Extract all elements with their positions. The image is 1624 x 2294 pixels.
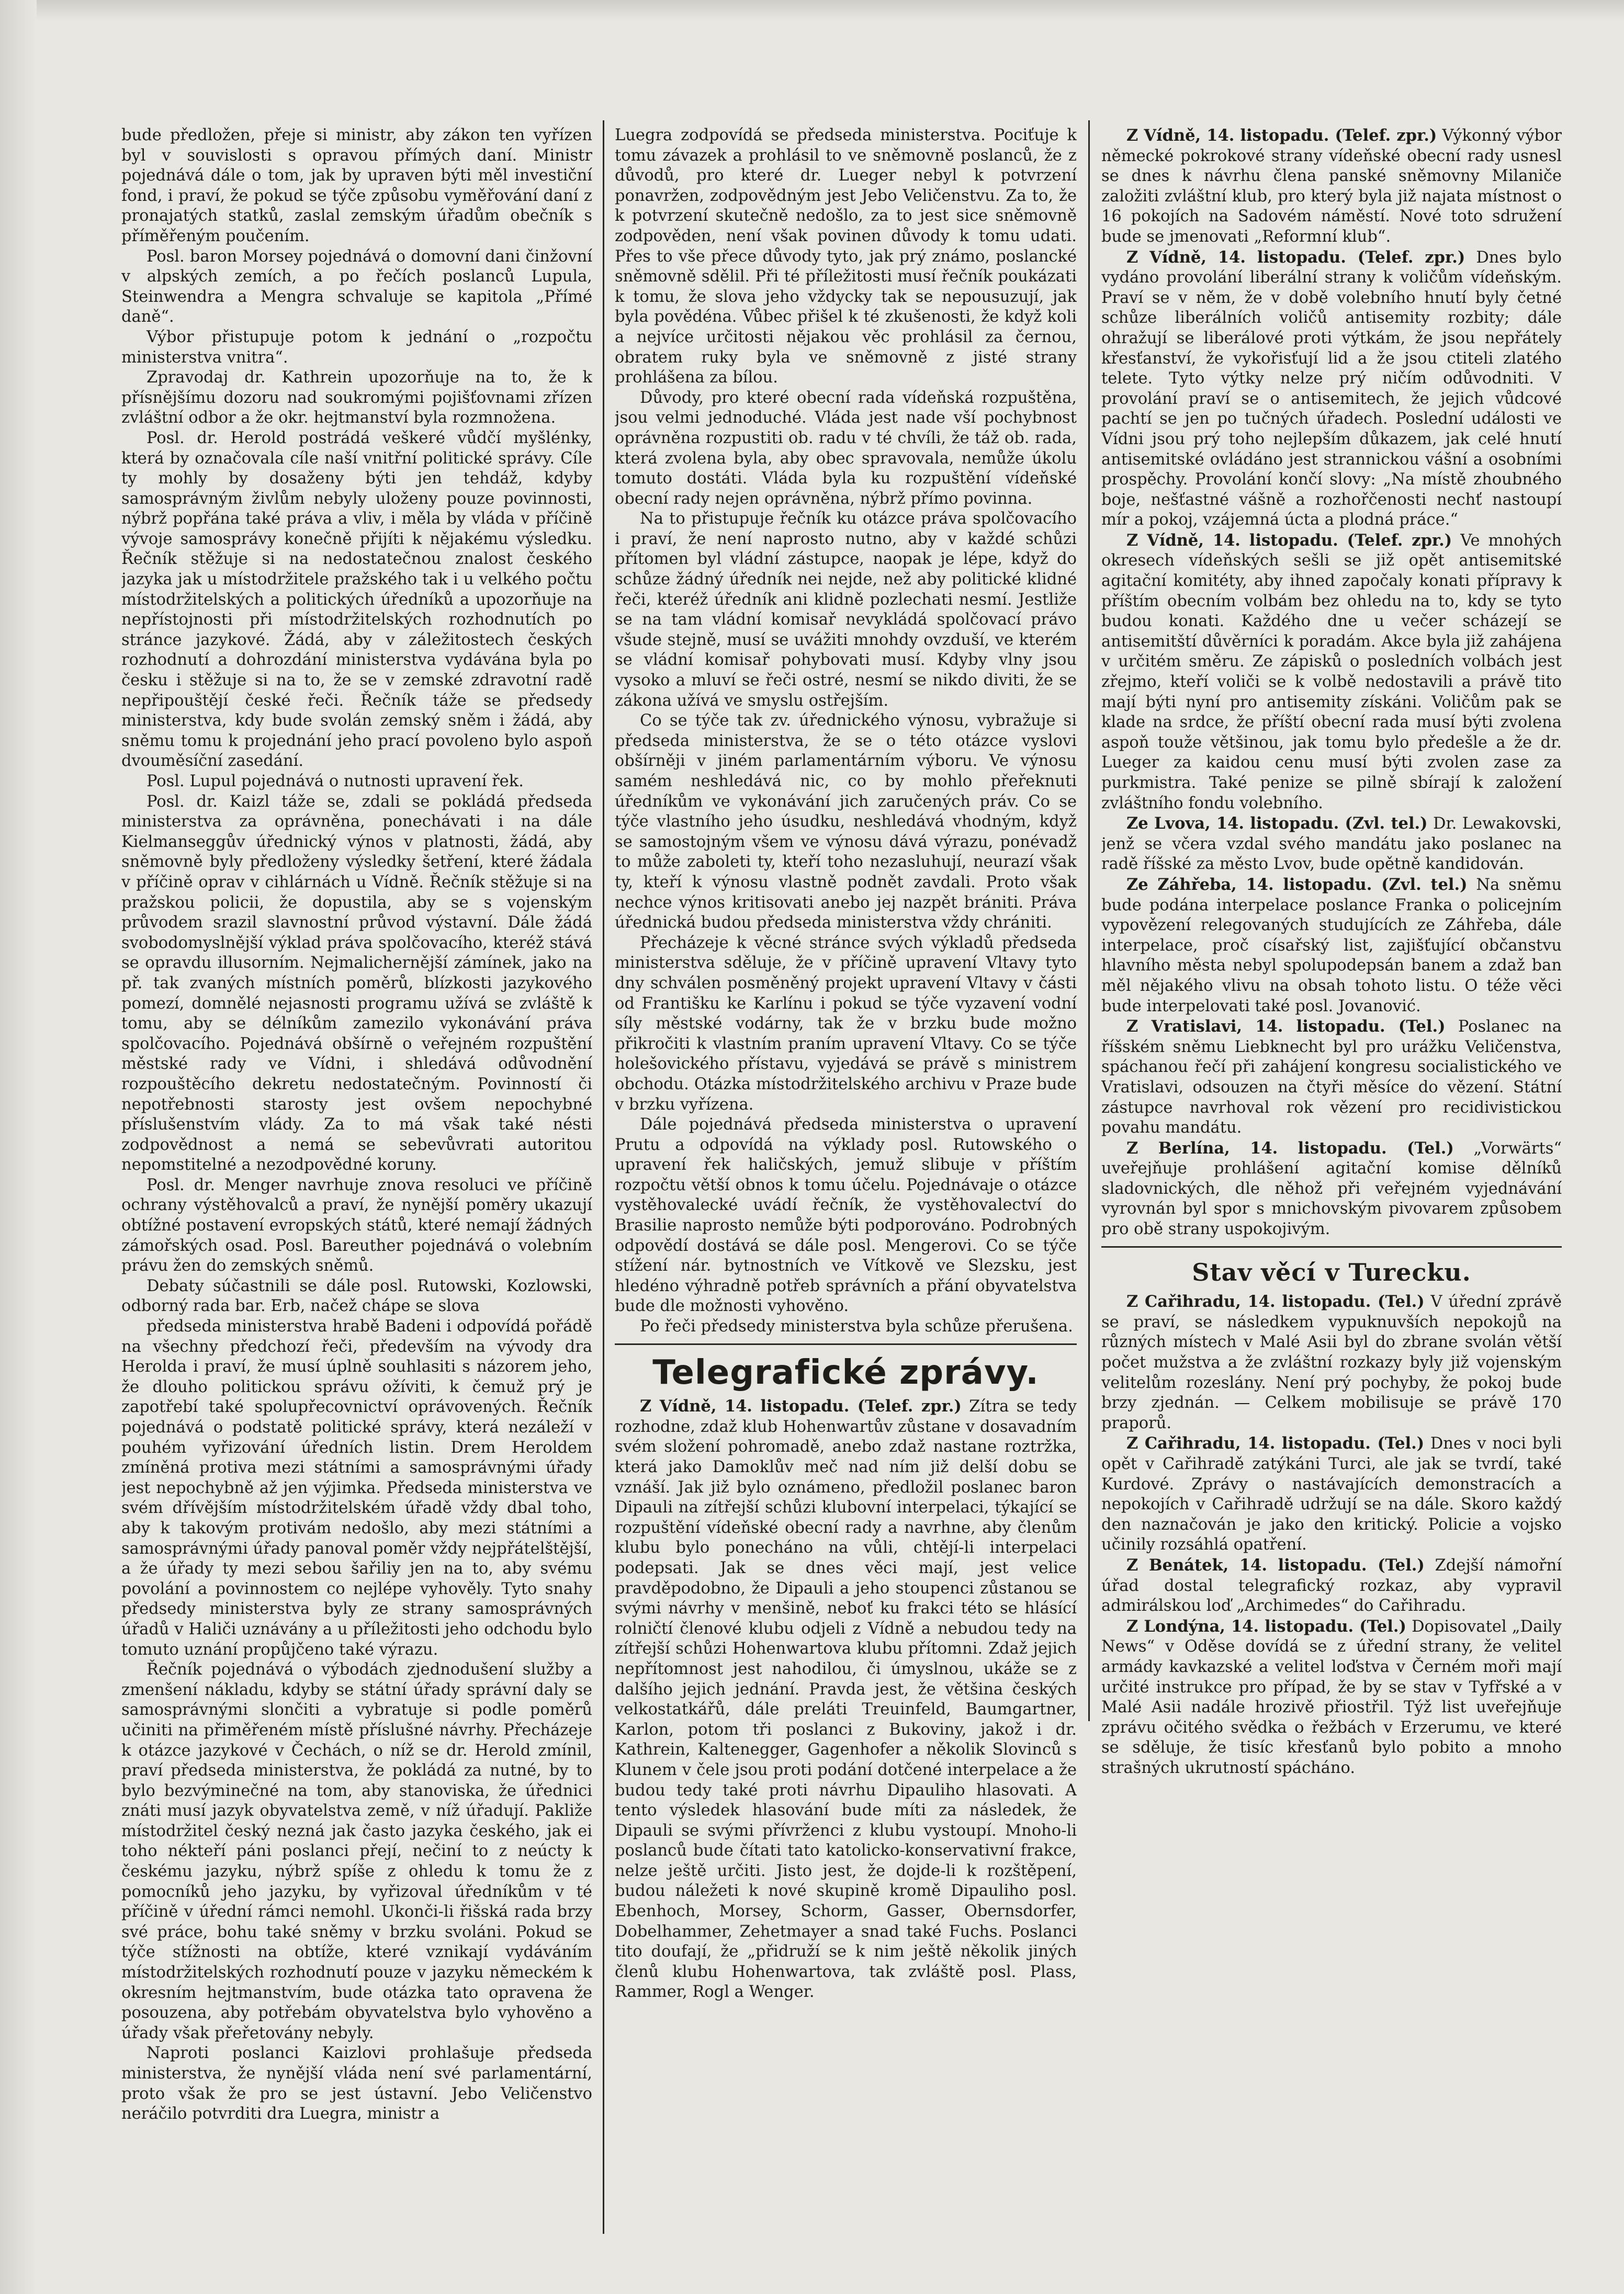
telegram-text: Dr. Lewakovski, jenž se včera vzdal svého mandátu jako poslanec na radě říšské za město Lvov, bude opětně kandidován. [1101, 815, 1562, 874]
telegram-text: V úřední zprávě se praví, se následkem vypuknuvších nepokojů na různých místech v Malé Asii byl do zbrane svolán větší počet mužstva a že zvláštní rozkazy byly již vojenským velitelům rozeslány. Není prý pochyby, že pokoj bude brzy zjednán. — Celkem mobilisuje se právě 170 praporů. [1101, 1293, 1562, 1432]
paragraph: Výbor přistupuje potom k jednání o „rozpočtu ministerstva vnitra“. [121, 327, 592, 367]
telegram-item [1101, 1433, 1562, 1555]
telegram-item [1101, 1138, 1562, 1240]
section-divider [1101, 1246, 1562, 1248]
paragraph: Dále pojednává předseda ministerstva o upravení Prutu a odpovídá na výklady posl. Rutowského o upravení řek haličských, jemuž slibuje v příštím rozpočtu větší obnos k tomu účelu. Pojednávaje o otázce vystěhovalecké uvádí řečník, že vystěhovalectví do Brasilie naprosto nemůže býti podporováno. Podrobných odpovědí dostává se dále posl. Mengerovi. Co se týče stížení nár. bytnostních ve Vítkově ve Slezsku, jest hledéno výhradně potřeb správních a přání obyvatelstva bude dle možnosti vyhověno. [615, 1115, 1077, 1316]
telegram-item [1101, 530, 1562, 813]
telegram-text: Poslanec na říšském sněmu Liebknecht byl pro urážku Veličenstva, spáchanou řečí při zahájení kongresu socialistického ve Vratislavi, odsouzen na čtyři měsíce do vězení. Státní zástupce navrhoval rok vězení pro recidivistickou povahu mandátu. [1101, 1018, 1562, 1137]
paragraph: Na to přistupuje řečník ku otázce práva spolčovacího i praví, že není naprosto nutno, aby v každé schůzi přítomen byl vládní zástupce, naopak je lépe, když do schůze žádný úředník nei nejde, než aby politické klidné řeči, kteréž úředník ani klidně pozlechati nesmí. Jestliže se na tam vládní komisař nevykládá spolčovací právo všude stejně, musí se uvážiti mnohdy ovzduší, ve kterém se vládní komisař pohybovati musí. Kdyby vlny jsou vysoko a mluví se řeči ostré, nesmí se nikdo diviti, že se zákona užívá ve smyslu ostřejším. [615, 510, 1077, 710]
paragraph: Posl. dr. Kaizl táže se, zdali se pokládá předseda ministerstva za oprávněna, ponechávati i na dále Kielmanseggův úřednický výnos v platnosti, žádá, aby sněmovně byly předloženy výsledky šetření, které žádala v příčině oprav v cihlárnách u Vídně. Řečník stěžuje si na pražskou policii, že dopustila, aby se s vojenským průvodem srazil slavnostní průvod výstavní. Dále žádá svobodomyslnější výklad práva spolčovacího, kteréž stává se opravdu illusorním. Nejmalichernější zámínek, jako na př. tak zvaných místních poměrů, blízkosti jazykového pomezí, domnělé nejasnosti programu užívá se zvláště k tomu, aby se délníkům zamezilo vykonávání práva spolčovacího. Pojednává obšírně o veřejném rozpuštění městské rady ve Vídni, i shledává odůvodnění rozpouštěcího dekretu nedostatečným. Povinností či nepotřebnosti starosty jest ovšem nepochybné příslušenstvím vlády. Za to má však také nésti zodpovědnost a nemá se sebevůvrati autoritou nepomstitelné a nezodpovědné koruny. [121, 792, 592, 1174]
telegram-text: Ve mnohých okresech vídeňských sešli se již opět antisemitské agitační komitéty, aby ihned započaly konati přípravy k příštím obecním volbám bez ohledu na to, kdy se tyto budou konati. Každého dne u večer scházejí se antisemitští důvěrníci k poradám. Akce byla již zahájena v určitém směru. Ze zápisků o posledních volbách jest zřejmo, kteří voliči se k volbě nedostavili a právě tito mají býti nyní pro antisemity získáni. Voličům pak se klade na srdce, že příští obecní rada musí býti zvolena aspoň touže většinou, jak tomu bylo předešle a že dr. Lueger za kaidou cenu musí býti zvolen zase za purkmistra. Také penize se pilně sbírají k založení zvláštního fondu volebního. [1101, 531, 1562, 812]
paragraph: Přecházeje k věcné stránce svých výkladů předseda ministerstva sděluje, že v příčině upravení Vltavy tyto dny schválen posměněný projekt upravení Vltavy v části od Františku ke Karlínu i pokud se týče vyzavení vodní síly městské vodárny, tak že v brzku bude možno přikročiti k vlastním praním upravení Vltavy. Co se týče holešovického přístavu, vyjedává se právě s ministrem obchodu. Otázka místodržitelského archivu v Praze bude v brzku vyřízena. [615, 933, 1077, 1114]
telegram-item [1101, 1016, 1562, 1138]
dateline: Z Londýna, 14. listopadu. (Tel.) [1126, 1617, 1406, 1636]
column-rule-1 [603, 120, 604, 2234]
paragraph: Posl. baron Morsey pojednává o domovní dani činžovní v alpských zemích, a po řečích poslanců Lupula, Steinwendra a Mengra schvaluje se kapitola „Přímé daně“. [121, 247, 592, 326]
paragraph: Co se týče tak zv. úřednického výnosu, vybražuje si předseda ministerstva, že se o této otázce vyslovi obšírněji v jiném parlamentárním výboru. Ve výnosu samém neshledává nic, co by mohlo přeřeknuti úředníkům ve vykonávání jich zaručených práv. Co se týče vlastního jeho úsudku, neshledává vhodným, když se samostojným všem ve výnosu dává výrazu, ponévadž to může zaboleti ty, kteří toho nezasluhují, neurazí však ty, kteří k výnosu vlastně podnět zavdali. Proto však nechce výnos kritisovati anebo jej nazpět brániti. Práva úřednická budou předseda ministerstva vždy chrániti. [615, 711, 1077, 932]
section-heading-turkey: Stav věcí v Turecku. [1192, 1258, 1471, 1286]
dateline: Z Vídně, 14. listopadu. (Telef. zpr.) [640, 1397, 962, 1416]
dateline: Z Vratislavi, 14. listopadu. (Tel.) [1126, 1017, 1446, 1036]
paragraph: Naproti poslanci Kaizlovi prohlašuje předseda ministerstva, že nynější vláda není své parlamentární, proto však že pro se jest ústavní. Jebo Veličenstvo neráčilo potvrditi dra Luegra, ministr a [121, 2044, 592, 2123]
paragraph: bude předložen, přeje si ministr, aby zákon ten vyřízen byl v souvislosti s opravou přímých daní. Ministr pojednává dále o tom, jak by upraven býti měl investiční fond, i praví, že pokud se týče způsobu vyměřování daní z pronajatých statků, zaslal zemským úřadům obečník s příměřeným poučením. [121, 126, 592, 245]
paragraph: Řečník pojednává o výbodách zjednodušení služby a zmenšení nákladu, kdyby se státní úřady správní daly se samosprávnými slončiti a vybratuje si podle poměrů učiniti na přiměřeném místě příslušné návrhy. Přecházeje k otázce jazykové v Čechách, o níž se dr. Herold zmínil, praví předseda ministerstva, že pokládá za nutné, by to bylo bezvýminečné na tom, aby stanoviska, že úřednici znáti musí jazyk obyvatelstva země, v níž úřadují. Pakliže místodržitel český nezná jak často jazyka českého, jak ei toho nékteří páni poslanci přejí, nečiní to z neúcty k českému jazyku, nýbrž spíše z ohledu k tomu že z pomocníků jeho jazyku, by vyřizoval úředníkům v té příčině v úřední rámci nemohl. Ukonči-li řišská rada brzy své práce, bohu také sněmy v brzku svoláni. Pokud se týče stížnosti na obtíže, které vznikají vydáváním místodržitelských rozhodnutí pouze v jazyku německém k okresním hejtmanstvím, bude otázka tato opravena že posouzena, aby potřebám obyvatelstva bylo vyhověno a úřady však přeřetovány nebyly. [121, 1660, 592, 2042]
page-left-edge [0, 0, 37, 2294]
dateline: Z Vídně, 14. listopadu. (Telef. zpr.) [1126, 530, 1452, 550]
dateline: Z Benátek, 14. listopadu. (Tel.) [1126, 1555, 1425, 1575]
column-3 [1101, 126, 1562, 2229]
dateline: Z Cařihradu, 14. listopadu. (Tel.) [1126, 1434, 1425, 1453]
paragraph: Posl. dr. Herold postrádá veškeré vůdčí myšlénky, která by označovala cíle naší vnitřní politické správy. Cíle ty mohly by dosaženy býti jen tehdáž, kdyby samosprávným živlům nebyly uloženy pouze povinnosti, nýbrž popřána také práva a vliv, i měla by vláda v příčině vývoje samosprávy konečně přijíti k nějakému výsledku. Řečník stěžuje si na nedostatečnou znalost českého jazyka jak u místodržitele pražského tak i u velkého počtu místodržitelských a politických úředníků a upozorňuje na nepřístojnosti při místodržitelských rozhodnutích po stránce jazykové. Žádá, aby v záležitostech českých rozhodnutí a dohrozdání ministerstva vydávána byla po česku i stěžuje si na to, že se v zemské zdravotní radě nepřipouštějí české řeči. Řečník táže se předsedy ministerstva, kdy bude svolán zemský sněm i žádá, aby sněmu tomu k projednání jeho prací povoleno bylo aspoň dvouměsíční zasedání. [121, 428, 592, 771]
telegram-item [1101, 813, 1562, 875]
dateline: Z Berlína, 14. listopadu. (Tel.) [1126, 1138, 1454, 1158]
dateline: Ze Záhřeba, 14. listopadu. (Zvl. tel.) [1126, 875, 1468, 894]
dateline: Z Vídně, 14. listopadu. (Telef. zpr.) [1126, 247, 1465, 267]
telegram-item [1101, 126, 1562, 247]
dateline: Z Cařihradu, 14. listopadu. (Tel.) [1126, 1292, 1425, 1312]
telegram-text: Na sněmu bude podána interpelace poslance Franka o policejním vypovězení relegovaných studujících ze Záhřeba, dále interpelace, proč císařský list, zajišťující občanstvu hlavního města nebyl spolupodepsán banem a zdaž ban měl nějakého vlivu na obsah tohoto listu. O téže věci bude interpelovati také posl. Jovanović. [1101, 875, 1562, 1015]
dateline: Ze Lvova, 14. listopadu. (Zvl. tel.) [1126, 814, 1428, 833]
column-2 [615, 126, 1077, 2229]
telegram-item [1101, 247, 1562, 530]
page-top-edge [0, 0, 1624, 21]
telegram-text: Dopisovatel „Daily News“ v Oděse dovídá se z úřední strany, že velitel armády kavkazské a velitel loďstva v Černém moři mají určité instrukce pro případ, že by se stav v Tyfřské a v Malé Asii nadále hrozivě přiostřil. Týž list uveřejňuje zprávu očitého svědka o řežbách v Erzerumu, ve které se sděluje, že tisíc křesťanů bylo pobito a mnoho strašných ukrutností spácháno. [1101, 1617, 1562, 1777]
paragraph: Po řeči předsedy ministerstva byla schůze přerušena. [640, 1317, 1073, 1336]
telegram-item [1101, 1617, 1562, 1779]
paragraph: Posl. dr. Menger navrhuje znova resoluci ve příčině ochrany výstěhovalců a praví, že nynější poměry ukazují obtížné postavení evropských států, které nemají žádných zámořských osad. Posl. Bareuther pojednává o volebním právu žen do zemských sněmů. [121, 1176, 592, 1275]
telegram-text: Zdejší námořní úřad dostal telegrafický rozkaz, aby vypravil admirálskou loď „Archimedes“ do Cařihradu. [1101, 1556, 1562, 1615]
paragraph: předseda ministerstva hrabě Badeni i odpovídá pořádě na všechny předchozí řeči, především na vývody dra Herolda i praví, že musí úplně souhlasiti s názorem jeho, že dlouho politickou správu ožíviti, k čemuž prý je zapotřebí také spolupřecovnictví oprávovených. Řečník pojednává o podstatě politické správy, která nezáleží v pouhém vyřizování úředních listin. Drem Heroldem zmíněná protiva mezi státními a samosprávnými úřady jest nepochybně až jen výjimka. Předseda ministerstva ve svém dřívějším místodržitelském úřadě vždy dbal toho, aby k takovým protivám nedošlo, aby mezi státními a samosprávnými úřady panoval poměr vždy nejpřátelštější, a že úřady ty mezi sebou šařiliy jen na to, aby svému povolání a povinnostem co nejlépe vyhověly. Tyto snahy předsedy ministerstva byly ze strany samosprávných úřadů v Haliči uznávány a u příležitosti jeho odchodu bylo tomuto uznání propůjčeno také výrazu. [121, 1317, 592, 1659]
telegram-text: Dnes v noci byli opět v Cařihradě zatýkáni Turci, ale jak se tvrdí, také Kurdové. Zprávy o nastávajících demonstracích a nepokojích v Cařihradě udržují se na dále. Skoro každý den naznačován je jako den kritický. Policie a vojsko učinily rozsáhlá opatření. [1101, 1434, 1562, 1554]
paragraph: Důvody, pro které obecní rada vídeňská rozpuštěna, jsou velmi jednoduché. Vláda jest nade vší pochybnost oprávněna rozpustiti ob. radu v té chvíli, že táž ob. rada, která zvolena byla, aby obec spravovala, nemůže úkolu tomuto dostáti. Vláda byla ku rozpuštění vídeňské obecní rady nejen oprávněna, nýbrž přímo povinna. [615, 388, 1077, 508]
telegram-item [1101, 875, 1562, 1016]
telegram-text: „Vorwärts“ uveřejňuje prohlášení agitační komise dělníků sladovnických, dle něhož při veřejném vyjednávání vyrovnán byl spor s mnichovským pivovarem způsobem pro obě strany uspokojivým. [1101, 1139, 1562, 1239]
paragraph: Debaty súčastnili se dále posl. Rutowski, Kozlowski, odborný rada bar. Erb, načež chápe se slova [121, 1276, 592, 1316]
telegram-item [1101, 1292, 1562, 1433]
telegram-text: Dnes bylo vydáno provolání liberální strany k voličům vídeňským. Praví se v něm, že v době volebního hnutí byly četné schůze liberálních voličů antisemity rozbity; dále ohražují se liberálové proti výtkám, že jsou nepřátely křesťanství, že vykořisťují lid a že jsou ctiteli zlatého telete. Tyto výtky nelze prý ničím odůvodniti. V provolání praví se o antisemitech, že jejich vůdcové pachtí se jen po tučných úřadech. Poslední události ve Vídni jsou prý toho nejlepším důkazem, jak celé hnutí antisemitské ovládáno jest strannickou vášní a osobními prospěchy. Provolání končí slovy: „Na místě zhoubného boje, nešťastné vášně a rozhořčenosti nechť nastoupí mír a pokoj, vzájemná úcta a plodná práce.“ [1101, 248, 1562, 529]
column-1 [121, 126, 592, 2229]
paragraph: Zpravodaj dr. Kathrein upozorňuje na to, že k přísnějšímu dozoru nad soukromými pojišťovnami zřízen zvláštní odbor a že okr. hejtmanství byla rozmnožena. [121, 368, 592, 427]
section-divider [615, 1343, 1077, 1345]
telegram-text: Výkonný výbor německé pokrokové strany vídeňské obecní rady usnesl se dnes k návrhu člena panské sněmovny Milaniče založiti zvláštní klub, pro který byla již najata místnost o 16 pokojích na Sadovém náměstí. Nové toto sdružení bude se jmenovati „Reformní klub“. [1101, 127, 1562, 246]
section-heading: Telegrafické zprávy. [652, 1353, 1039, 1392]
paragraph: Posl. Lupul pojednává o nutnosti upravení řek. [146, 772, 524, 790]
dateline: Z Vídně, 14. listopadu. (Telef. zpr.) [1126, 126, 1437, 145]
telegram-item [615, 1396, 1077, 2003]
telegram-item [1101, 1555, 1562, 1617]
paragraph: Luegra zodpovídá se předseda ministerstva. Pociťuje k tomu závazek a prohlásil to ve sněmovně poslanců, že z důvodů, pro které dr. Lueger nebyl k potvrzení ponavržen, zodpovědným jest Jebo Veličenstvu. Za to, že k potvrzení skutečně nedošlo, za to jest sice sněmovně zodpověden, není však povinen důvody k tomu udati. Přes to vše přece důvody tyto, jak prý známo, poslancké sněmovně sdělil. Při té příležitosti musí řečník poukázati k tomu, že slova jeho vždycky tak se nepousuzují, jak byla povědéna. Vůbec přišel k té zkušenosti, že když koli a nejvíce určitosti nějakou věc prohlásil za černou, obratem ruky byla ve sněmovně z jisté strany prohlášena za bílou. [615, 126, 1077, 387]
column-rule-2 [1088, 120, 1090, 1721]
telegram-text: Zítra se tedy rozhodne, zdaž klub Hohenwartův zůstane v dosavadním svém složení pohromadě, anebo zdaž nastane roztržka, která jako Damoklův meč nad ním již delší dobu se vznáší. Jak již bylo oznámeno, předložil poslanec baron Dipauli na zítřejší schůzi klubovní interpelaci, týkající se rozpuštění vídeňské obecní rady a navrhne, aby členům klubu bylo ponecháno na vůli, chtějí-li interpelaci podepsati. Jak se dnes věci mají, jest velice pravděpodobno, že Dipauli a jeho stoupenci zůstanou se svými návrhy v menšině, neboť ku frakci této se hlásící rolničtí členové klubu odjeli z Vídně a nebudou tedy na zítřejší schůzi Hohenwartova klubu přítomni. Zdaž jejich nepřítomnost jest nahodilou, či úmyslnou, ukáže se z dalšího jejich jednání. Pravda jest, že většina českých velkostatkářů, dále preláti Treuinfeld, Baumgartner, Karlon, potom tři poslanci z Bukoviny, jakož i dr. Kathrein, Kaltenegger, Gagenhofer a několik Slovinců s Klunem v čele jsou proti podání dotčené interpelace a že budou tedy také proti návrhu Dipauliho hlasovati. A tento výsledek hlasování bude míti za následek, že Dipauli se svými přívrženci z klubu vystoupí. Mnoho-li poslanců bude čítati tato katolicko-konservativní frakce, nelze ještě určiti. Jisto jest, že dojde-li k rozštěpení, budou náležeti k nové skupině kromě Dipauliho posl. Ebenhoch, Morsey, Schorm, Gasser, Obernsdorfer, Dobelhammer, Zehetmayer a snad také Fuchs. Poslanci tito doufají, že „přidruží se k nim ještě několik jiných členů klubu Hohenwartova, tak zvláště posl. Plass, Rammer, Rogl a Wenger. [615, 1397, 1077, 2002]
